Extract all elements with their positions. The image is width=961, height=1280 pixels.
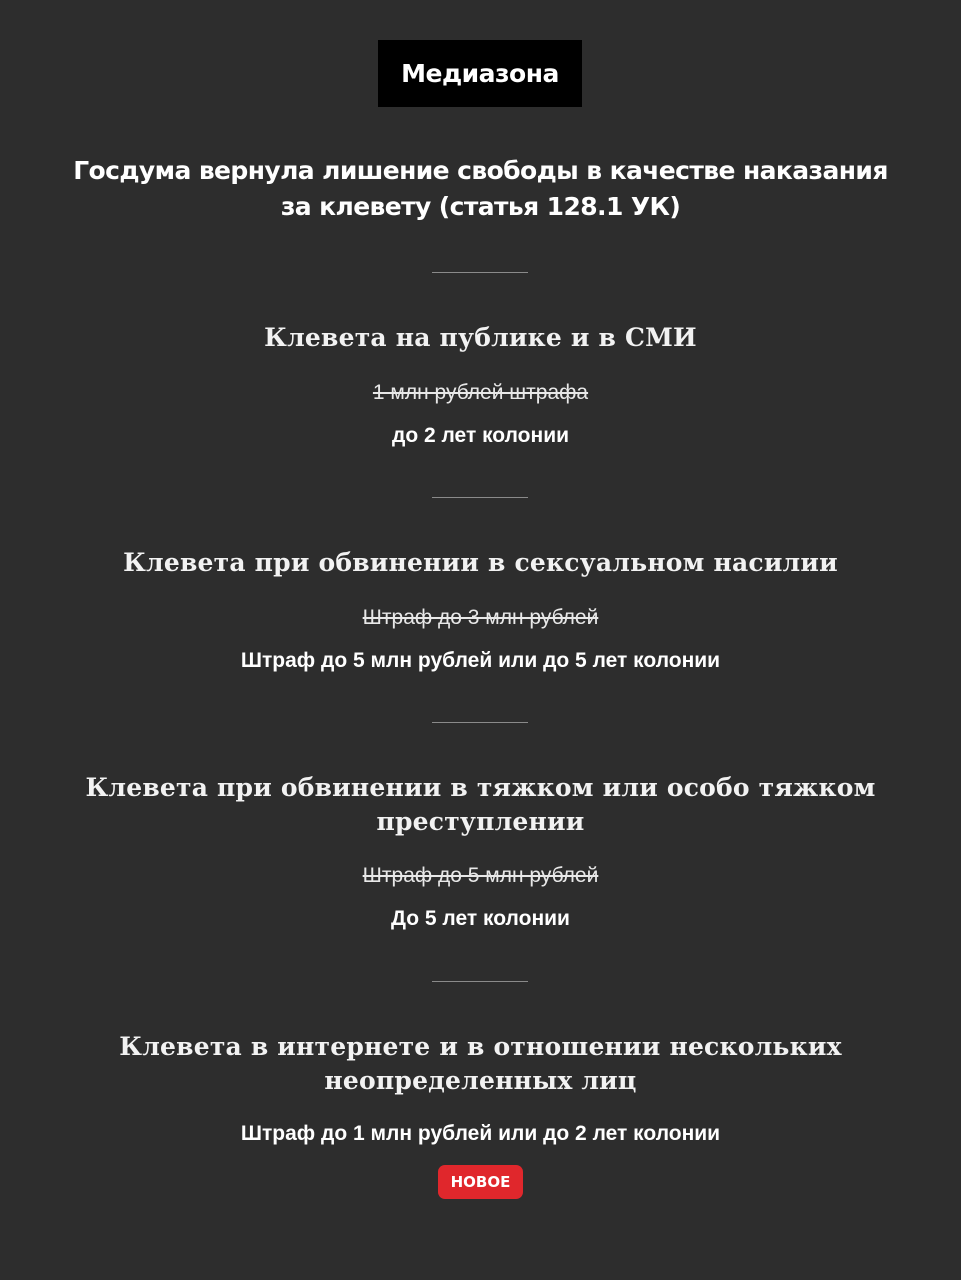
new-penalty-internet: Штраф до 1 млн рублей или до 2 лет колонии [240,1122,721,1145]
old-penalty-grave-crime: Штраф до 5 млн рублей [362,864,599,887]
old-penalty-public-media: 1 млн рублей штрафа [372,381,589,404]
section-title-internet: Клевета в интернете и в отношении нескольких неопределенных лиц [119,1032,842,1095]
section-divider [432,497,528,498]
new-penalty-sexual-violence: Штраф до 5 млн рублей или до 5 лет колонии [240,649,721,672]
new-badge: НОВОЕ [438,1165,523,1199]
section-divider [432,272,528,273]
new-penalty-public-media: до 2 лет колонии [391,424,570,447]
mediazona-logo[interactable]: Медиазона [378,40,582,107]
page-title: Госдума вернула лишение свободы в качестве наказания за клевету (статья 128.1 УК) [73,156,888,221]
old-penalty-sexual-violence: Штраф до 3 млн рублей [362,606,599,629]
section-divider [432,722,528,723]
section-title-grave-crime: Клевета при обвинении в тяжком или особо тяжком преступлении [85,773,876,836]
section-title-public-media: Клевета на публике и в СМИ [264,323,697,352]
section-divider [432,981,528,982]
section-title-sexual-violence: Клевета при обвинении в сексуальном насилии [123,548,838,577]
new-penalty-grave-crime: До 5 лет колонии [391,907,570,930]
